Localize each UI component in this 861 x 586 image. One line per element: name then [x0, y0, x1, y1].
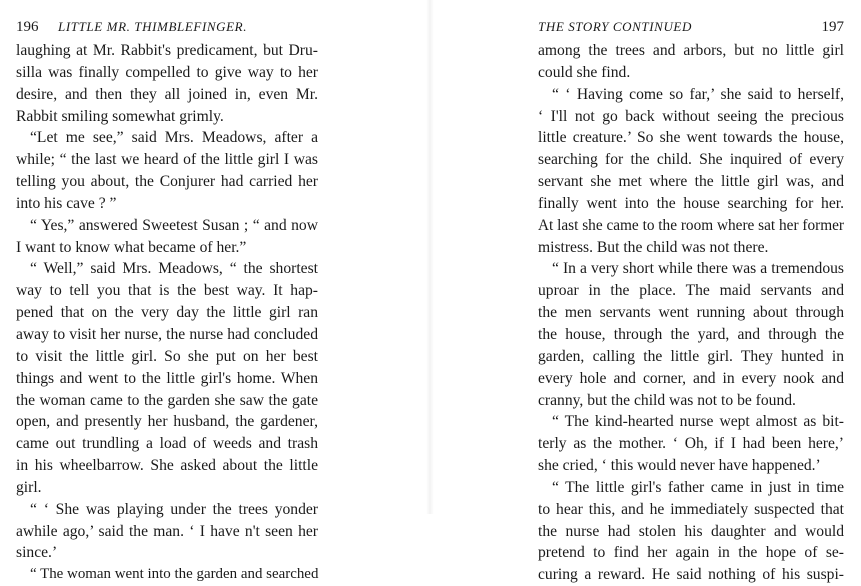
text-line: At last she came to the room where sat her former — [538, 216, 844, 234]
text-line: she cried, ‘ this would never have happened.’ — [538, 457, 821, 475]
text-line: “ The kind-hearted nurse wept almost as bit- — [552, 413, 844, 431]
text-line: telling you about, the Conjurer had carried her — [16, 173, 318, 191]
text-line: open, and presently her husband, the gardener, — [16, 413, 318, 431]
left-running-title: LITTLE MR. THIMBLEFINGER. — [58, 19, 248, 34]
text-line: curing a reward. He said nothing of his suspi- — [538, 566, 844, 584]
text-line: mistress. But the child was not there. — [538, 238, 769, 256]
text-line: could she find. — [538, 63, 631, 81]
text-line: “ ‘ She was playing under the trees yonder — [30, 500, 318, 518]
text-line: away to visit her nurse, the nurse had concluded — [16, 325, 318, 343]
text-line: girl. — [16, 478, 42, 496]
text-line: desire, and then they all joined in, even Mr. — [16, 85, 318, 103]
text-line: ‘ I'll not go back without seeing the precious — [538, 107, 844, 125]
right-page-text — [538, 40, 844, 586]
text-line: every hole and corner, and in every nook and — [538, 369, 844, 387]
text-line: pened that on the very day the little girl ran — [16, 304, 318, 322]
text-line: “Let me see,” said Mrs. Meadows, after a — [30, 129, 318, 147]
text-line: silla was finally compelled to give way to her — [16, 63, 318, 81]
text-line: Rabbit smiling somewhat grimly. — [16, 107, 224, 125]
text-line: in his wheelbarrow. She asked about the little — [16, 457, 318, 475]
text-line: “ The little girl's father came in just in time — [552, 478, 844, 496]
text-line: “ In a very short while there was a tremendous — [552, 260, 844, 278]
text-line: pretend to find her again in the hope of se- — [538, 544, 844, 562]
text-line: the woman came to the garden she saw the gate — [16, 391, 318, 409]
left-page — [0, 0, 430, 583]
text-line: to visit the little girl. So she put on her best — [16, 347, 318, 365]
text-line: into his cave ? ” — [16, 194, 117, 212]
text-line: the men servants went running about through — [538, 304, 844, 322]
text-line: way to tell you that is the best way. It hap- — [16, 282, 318, 300]
left-page-number: 196 — [16, 19, 39, 35]
right-running-head — [538, 18, 844, 36]
left-running-head — [16, 18, 318, 36]
text-line: searching for the child. She inquired of every — [538, 151, 844, 169]
text-line: garden, calling the little girl. They hunted in — [538, 347, 844, 365]
text-line: finally went into the house searching for her. — [538, 194, 844, 212]
text-line: “ ‘ Having come so far,’ she said to herself, — [552, 85, 844, 103]
text-line: to hear this, and he immediately suspected that — [538, 500, 844, 518]
text-line: awhile ago,’ said the man. ‘ I have n't seen her — [16, 522, 318, 540]
text-line: came out trundling a load of weeds and trash — [16, 435, 318, 453]
text-line: the house, through the yard, and through the — [538, 325, 844, 343]
text-line: things and went to the little girl's home. When — [16, 369, 318, 387]
text-line: while; “ the last we heard of the little girl I was — [16, 151, 318, 169]
text-line: servant she met where the little girl was, and — [538, 173, 844, 191]
text-line: uproar in the place. The maid servants and — [538, 282, 844, 300]
text-line: terly as the mother. ‘ Oh, if I had been here,’ — [538, 435, 844, 453]
text-line: since.’ — [16, 544, 58, 562]
text-line: little creature.’ So she went towards the house, — [538, 129, 844, 147]
text-line: “ Yes,” answered Sweetest Susan ; “ and now — [30, 216, 318, 234]
text-line: among the trees and arbors, but no little girl — [538, 42, 844, 59]
right-page — [430, 0, 861, 584]
right-running-title: THE STORY CONTINUED — [538, 19, 692, 34]
text-line: the nurse had stolen his daughter and would — [538, 522, 844, 540]
text-line: “ Well,” said Mrs. Meadows, “ the shortest — [30, 260, 318, 278]
text-line: laughing at Mr. Rabbit's predicament, but Dru- — [16, 42, 318, 59]
right-page-number: 197 — [821, 19, 844, 35]
left-page-text — [16, 40, 318, 586]
text-line: “ The woman went into the garden and searched — [30, 566, 319, 583]
text-line: cranny, but the child was not to be found. — [538, 391, 796, 409]
text-line: I want to know what became of her.” — [16, 238, 247, 256]
